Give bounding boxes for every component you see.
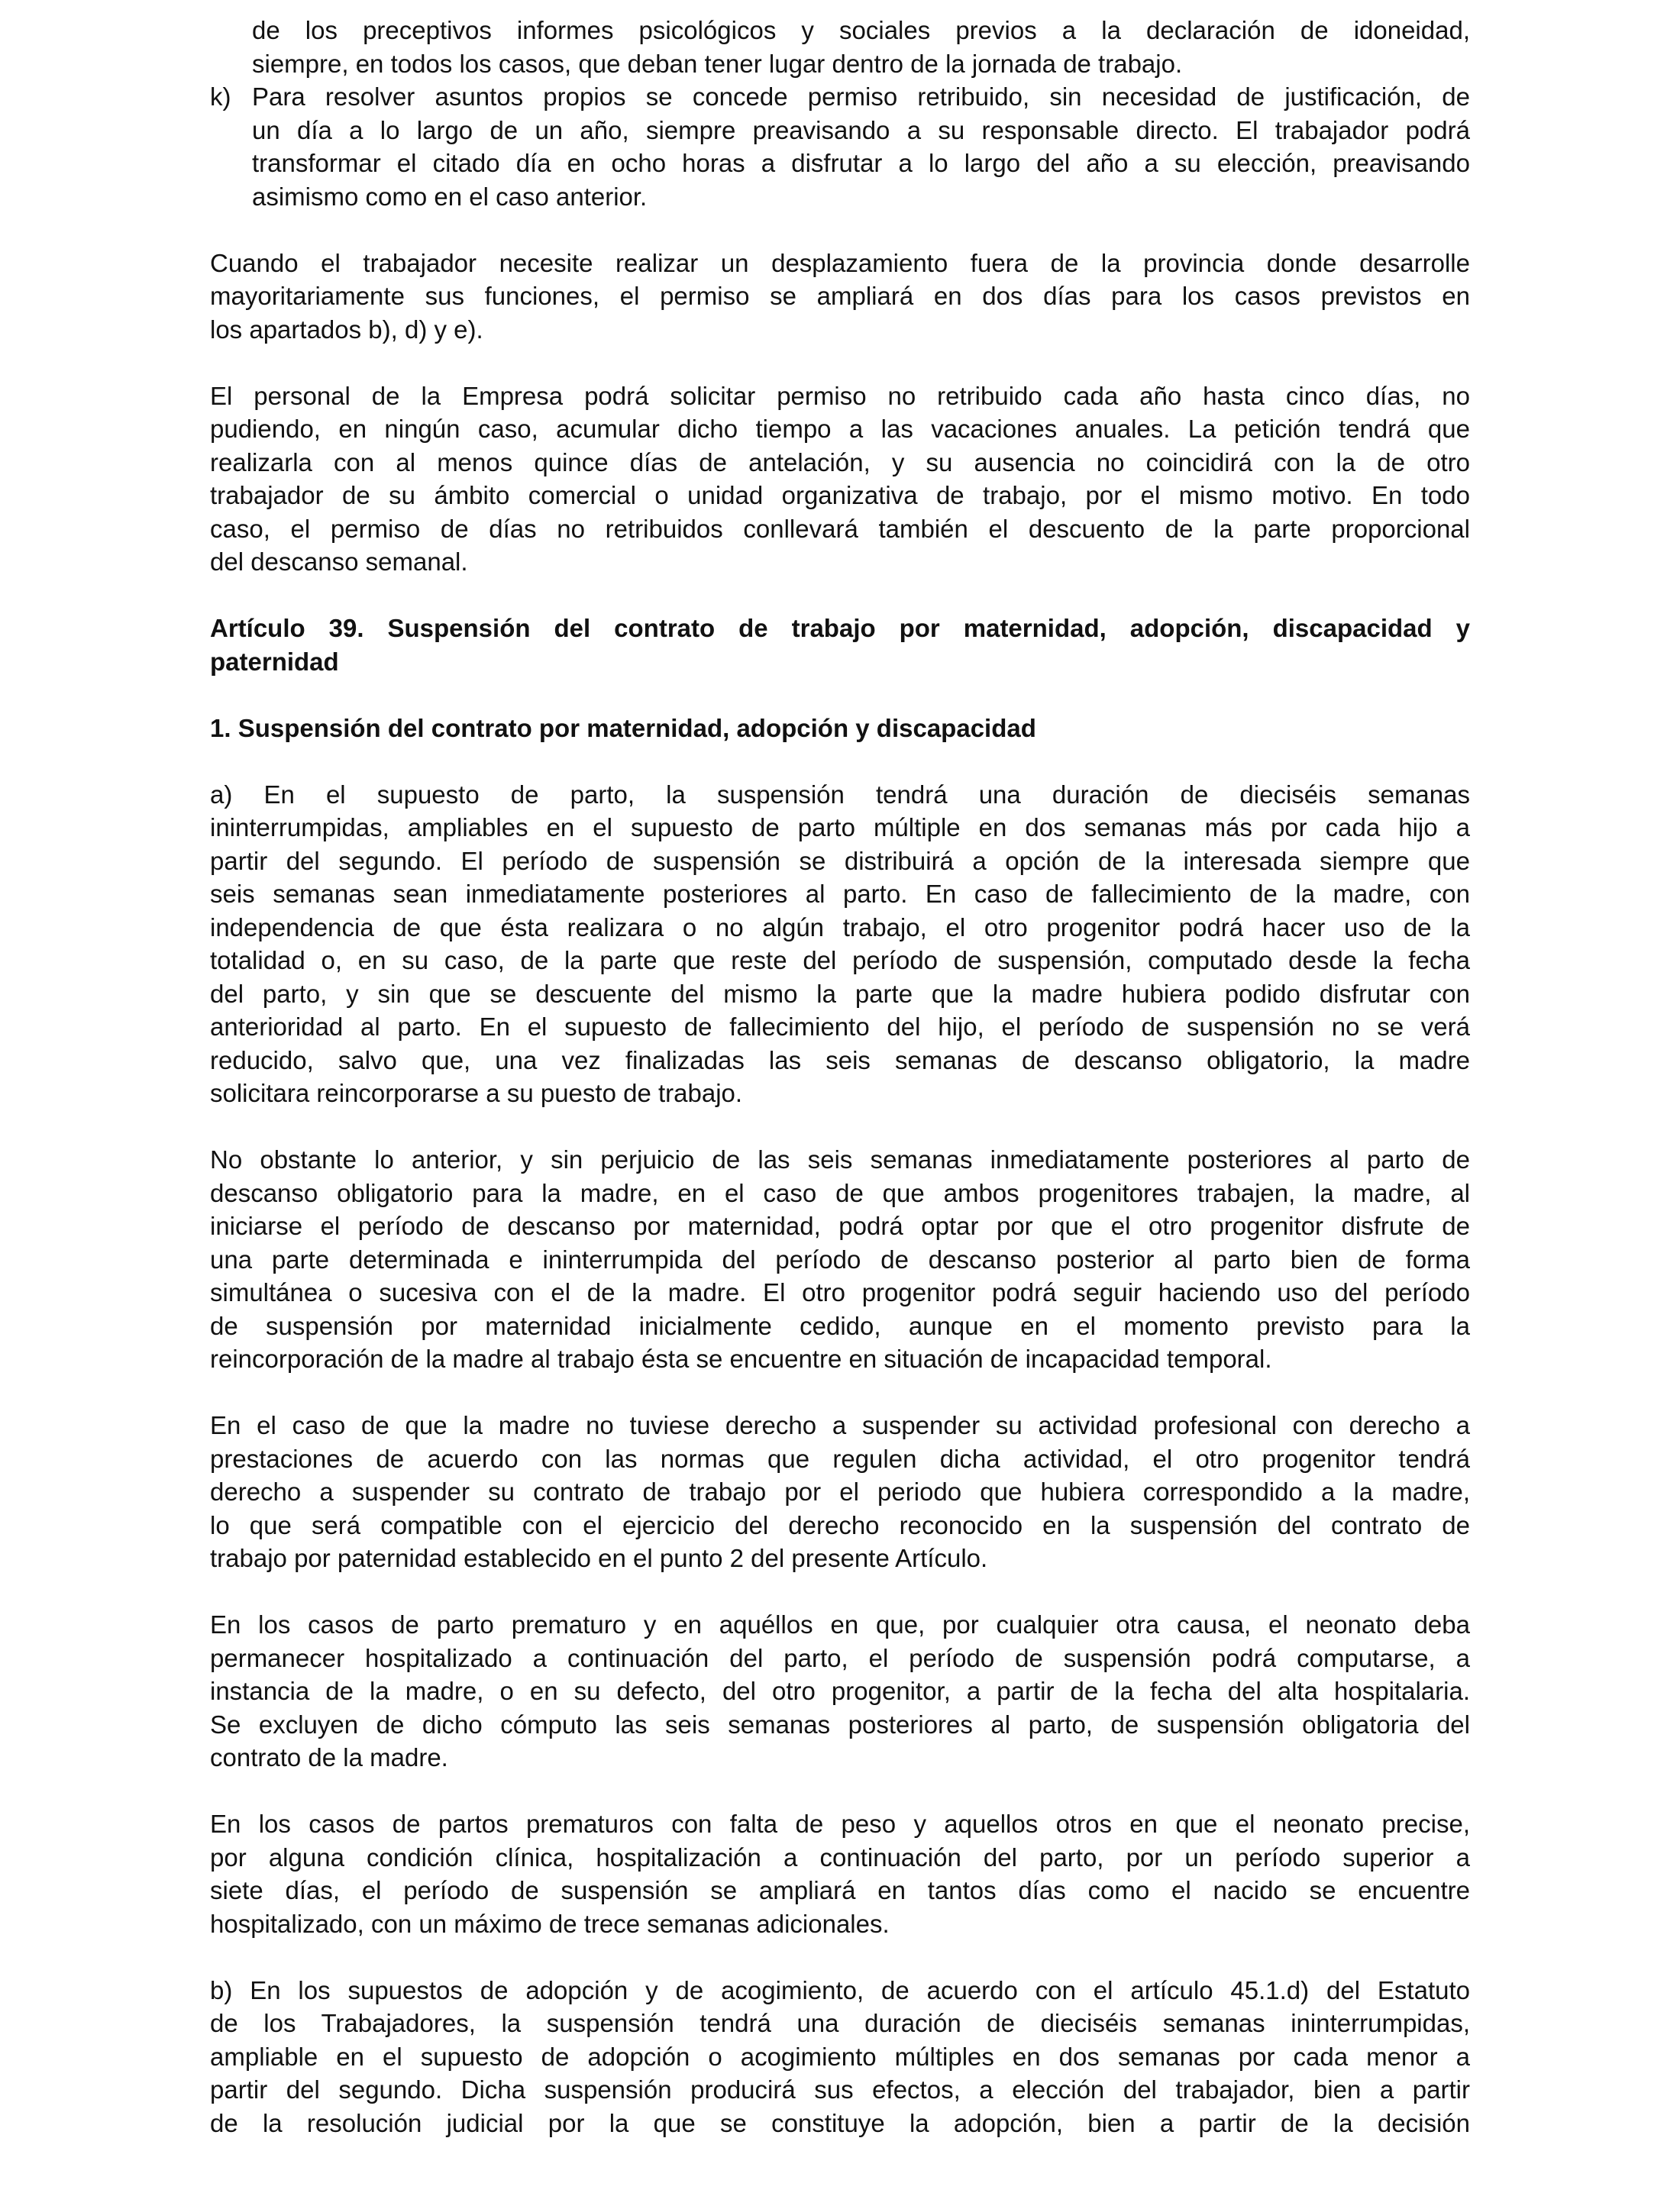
paragraph [210,379,1470,579]
text-line: los apartados b), d) y e). [210,315,483,344]
text-line: reducido, salvo que, una vez finalizadas las seis semanas de descanso obligatorio, la madre [210,1045,1470,1074]
text-line: Cuando el trabajador necesite realizar un desplazamiento fuera de la provincia donde desarrolle [210,248,1470,277]
text-line: No obstante lo anterior, y sin perjuicio de las seis semanas inmediatamente posteriores al parto de [210,1145,1470,1174]
text-line: trabajo por paternidad establecido en el punto 2 del presente Artículo. [210,1544,988,1572]
text-line: hospitalizado, con un máximo de trece semanas adicionales. [210,1909,890,1938]
text-line: pudiendo, en ningún caso, acumular dicho tiempo a las vacaciones anuales. La petición tendrá que [210,415,1470,443]
text-line: reincorporación de la madre al trabajo ésta se encuentre en situación de incapacidad temporal. [210,1345,1272,1373]
text-line: asimismo como en el caso anterior. [252,182,648,211]
text-line: descanso obligatorio para la madre, en el caso de que ambos progenitores trabajen, la madre, al [210,1178,1470,1207]
paragraph [210,1807,1470,1940]
section-heading [210,612,1470,678]
paragraph [210,247,1470,347]
text-line: En los casos de partos prematuros con falta de peso y aquellos otros en que el neonato precise, [210,1810,1470,1838]
text-line: realizarla con al menos quince días de antelación, y su ausencia no coincidirá con la de otro [210,447,1470,476]
document-page [210,14,1470,2173]
text-line: simultánea o sucesiva con el de la madre. El otro progenitor podrá seguir haciendo uso del período [210,1278,1470,1306]
text-line: prestaciones de acuerdo con las normas que regulen dicha actividad, el otro progenitor tendrá [210,1444,1470,1473]
text-line: del parto, y sin que se descuente del mismo la parte que la madre hubiera podido disfrutar con [210,979,1470,1008]
text-line: de suspensión por maternidad inicialmente cedido, aunque en el momento previsto para la [210,1311,1470,1340]
text-line: 1. Suspensión del contrato por maternidad, adopción y discapacidad [210,713,1036,742]
text-line: totalidad o, en su caso, de la parte que reste del período de suspensión, computado desde la fecha [210,946,1470,974]
text-line: siete días, el período de suspensión se ampliará en tantos días como el nacido se encuentre [210,1876,1470,1904]
text-line: iniciarse el período de descanso por maternidad, podrá optar por que el otro progenitor disfrute de [210,1212,1470,1240]
text-line: partir del segundo. El período de suspensión se distribuirá a opción de la interesada siempre que [210,846,1470,875]
text-line: siempre, en todos los casos, que deban tener lugar dentro de la jornada de trabajo. [252,49,1183,78]
text-line: seis semanas sean inmediatamente posteriores al parto. En caso de fallecimiento de la madre, con [210,880,1470,908]
text-line: lo que será compatible con el ejercicio del derecho reconocido en la suspensión del contrato de [210,1510,1470,1539]
paragraph [210,14,1470,80]
text-line: ampliable en el supuesto de adopción o acogimiento múltiples en dos semanas por cada menor a [210,2042,1470,2071]
text-line: del descanso semanal. [210,547,468,576]
text-line: una parte determinada e ininterrumpida del período de descanso posterior al parto bien de forma [210,1245,1470,1274]
text-line: de la resolución judicial por la que se constituye la adopción, bien a partir de la decisión [210,2108,1470,2137]
text-line: Para resolver asuntos propios se concede permiso retribuido, sin necesidad de justificación, de [252,82,1470,111]
text-line: solicitara reincorporarse a su puesto de trabajo. [210,1079,743,1107]
text-line: paternidad [210,647,339,676]
text-line: partir del segundo. Dicha suspensión producirá sus efectos, a elección del trabajador, bien a partir [210,2075,1470,2104]
text-line: contrato de la madre. [210,1743,448,1772]
paragraph [210,1974,1470,2140]
text-line: de los preceptivos informes psicológicos y sociales previos a la declaración de idoneidad, [252,16,1470,44]
list-item-label: k) [210,82,231,111]
text-line: por alguna condición clínica, hospitalización a continuación del parto, por un período superior a [210,1843,1470,1872]
text-line: a) En el supuesto de parto, la suspensión tendrá una duración de dieciséis semanas [210,780,1470,809]
text-line: ininterrumpidas, ampliables en el supuesto de parto múltiple en dos semanas más por cada hijo a [210,813,1470,841]
text-line: un día a lo largo de un año, siempre preavisando a su responsable directo. El trabajador podrá [252,115,1470,144]
text-line: independencia de que ésta realizara o no algún trabajo, el otro progenitor podrá hacer uso de la [210,912,1470,941]
text-line: El personal de la Empresa podrá solicitar permiso no retribuido cada año hasta cinco días, no [210,381,1470,410]
text-line: transformar el citado día en ocho horas a disfrutar a lo largo del año a su elección, preavisando [252,149,1470,177]
text-line: instancia de la madre, o en su defecto, del otro progenitor, a partir de la fecha del alta hospitalaria. [210,1677,1470,1705]
text-line: permanecer hospitalizado a continuación del parto, el período de suspensión podrá computarse, a [210,1643,1470,1672]
paragraph [210,1143,1470,1376]
section-heading [210,712,1470,745]
text-line: En el caso de que la madre no tuviese derecho a suspender su actividad profesional con derecho a [210,1411,1470,1439]
text-line: b) En los supuestos de adopción y de acogimiento, de acuerdo con el artículo 45.1.d) del Estatuto [210,1975,1470,2004]
paragraph [210,1409,1470,1575]
list-item [210,80,1470,213]
text-line: Artículo 39. Suspensión del contrato de trabajo por maternidad, adopción, discapacidad y [210,614,1470,642]
text-line: derecho a suspender su contrato de trabajo por el periodo que hubiera correspondido a la madre, [210,1478,1470,1506]
text-line: trabajador de su ámbito comercial o unidad organizativa de trabajo, por el mismo motivo. En todo [210,481,1470,509]
text-line: de los Trabajadores, la suspensión tendrá una duración de dieciséis semanas ininterrumpidas, [210,2009,1470,2037]
text-line: En los casos de parto prematuro y en aquéllos en que, por cualquier otra causa, el neonato deba [210,1610,1470,1639]
text-line: anterioridad al parto. En el supuesto de fallecimiento del hijo, el período de suspensión no se verá [210,1013,1470,1041]
text-line: Se excluyen de dicho cómputo las seis semanas posteriores al parto, de suspensión obligatoria del [210,1710,1470,1739]
paragraph [210,778,1470,1110]
text-line: mayoritariamente sus funciones, el permiso se ampliará en dos días para los casos previstos en [210,282,1470,310]
paragraph [210,1608,1470,1775]
text-line: caso, el permiso de días no retribuidos conllevará también el descuento de la parte proporcional [210,514,1470,543]
